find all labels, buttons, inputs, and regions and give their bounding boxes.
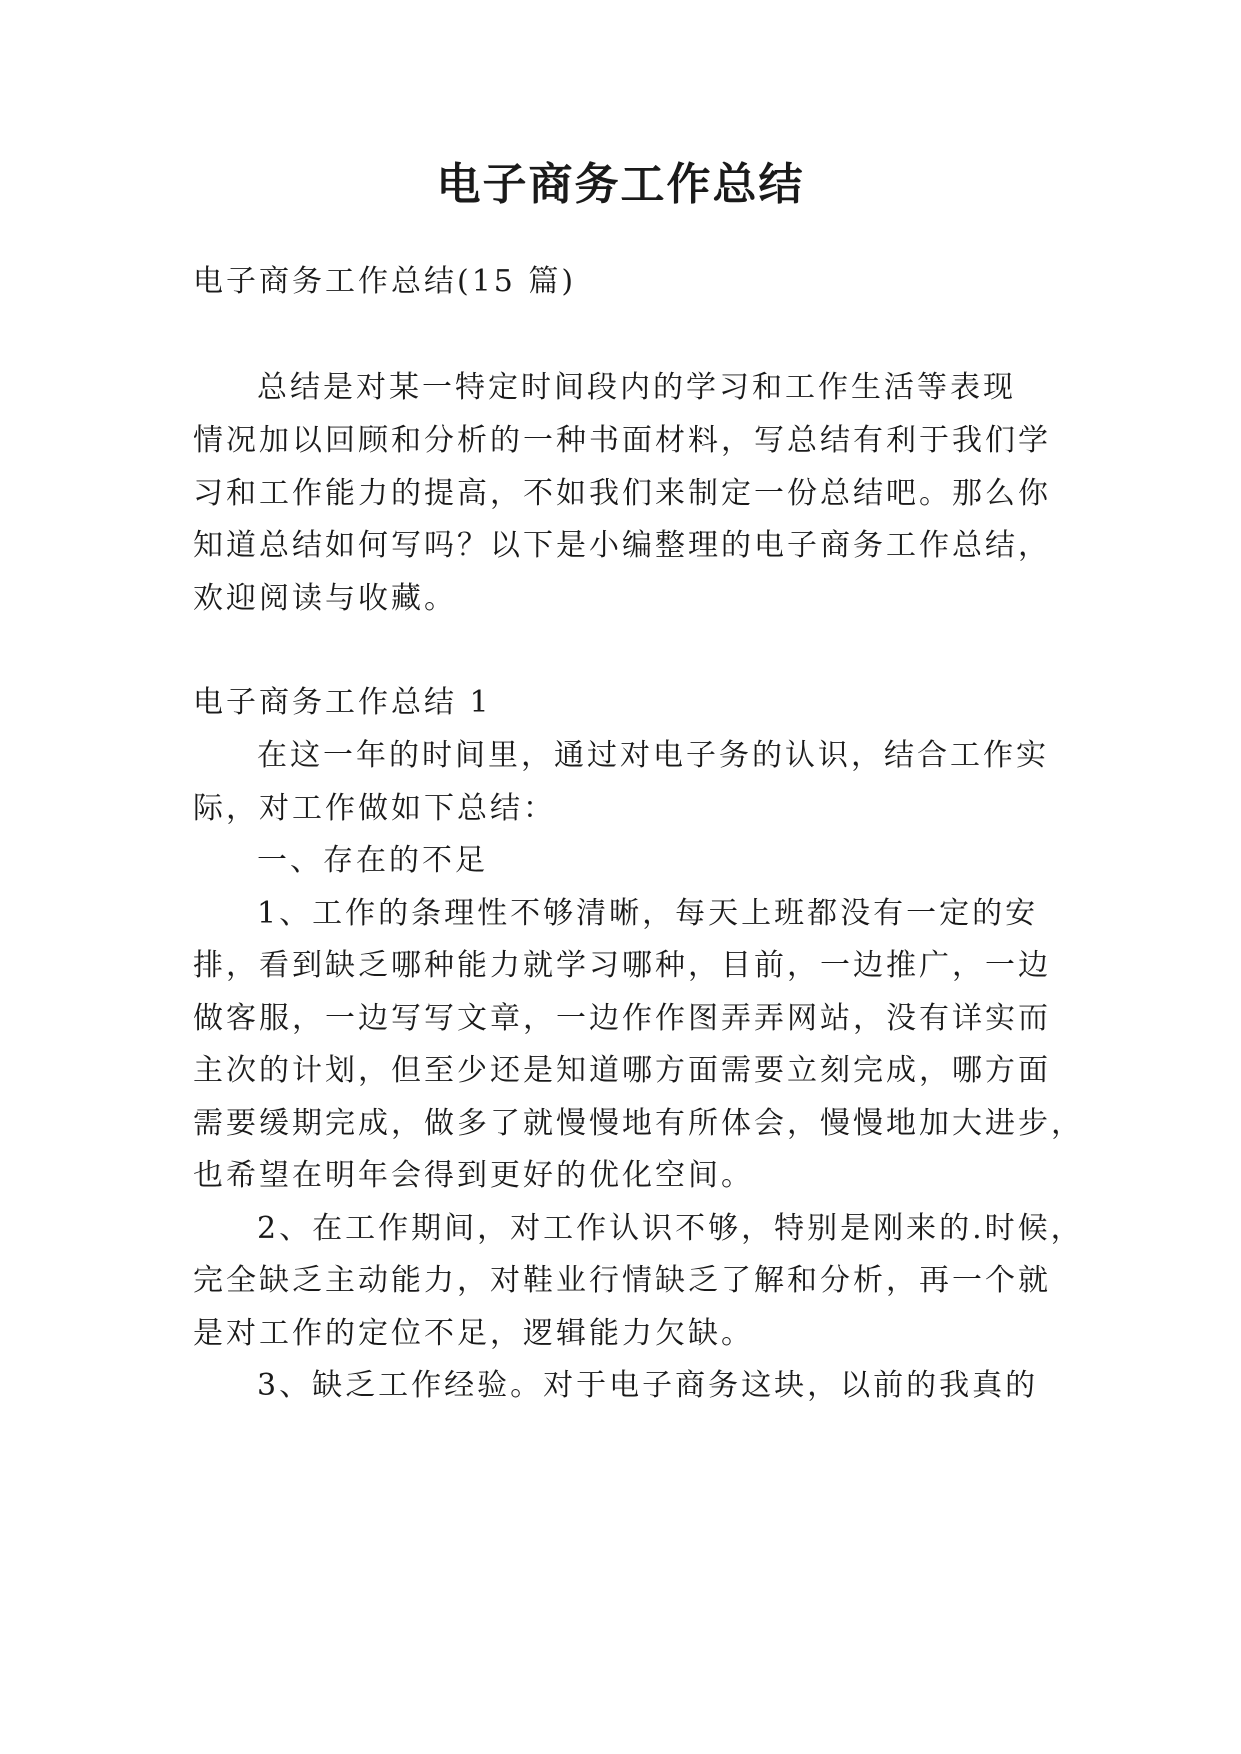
intro-line: 知道总结如何写吗？以下是小编整理的电子商务工作总结，	[193, 528, 1051, 563]
section-heading: 电子商务工作总结 1	[193, 685, 492, 720]
item-line: 1、工作的条理性不够清晰，每天上班都没有一定的安	[257, 896, 1039, 931]
paragraph-line: 际，对工作做如下总结：	[193, 791, 556, 826]
item-line: 需要缓期完成，做多了就慢慢地有所体会，慢慢地加大进步，	[193, 1106, 1084, 1141]
intro-line: 欢迎阅读与收藏。	[193, 581, 457, 616]
item-line: 排，看到缺乏哪种能力就学习哪种，目前，一边推广，一边	[193, 948, 1051, 983]
item-line: 主次的计划，但至少还是知道哪方面需要立刻完成，哪方面	[193, 1053, 1051, 1088]
subheading: 一、存在的不足	[257, 843, 488, 878]
item-line: 也希望在明年会得到更好的优化空间。	[193, 1158, 754, 1193]
item-line: 3、缺乏工作经验。对于电子商务这块，以前的我真的	[257, 1368, 1039, 1403]
item-line: 2、在工作期间，对工作认识不够，特别是刚来的.时候，	[257, 1211, 1084, 1246]
document-subtitle: 电子商务工作总结(15 篇)	[193, 264, 577, 299]
document-title: 电子商务工作总结	[436, 159, 805, 210]
item-line: 做客服，一边写写文章，一边作作图弄弄网站，没有详实而	[193, 1001, 1051, 1036]
intro-line: 习和工作能力的提高，不如我们来制定一份总结吧。那么你	[193, 476, 1051, 511]
paragraph-line: 在这一年的时间里，通过对电子务的认识，结合工作实	[257, 738, 1049, 773]
intro-line: 总结是对某一特定时间段内的学习和工作生活等表现	[257, 370, 1016, 405]
item-line: 完全缺乏主动能力，对鞋业行情缺乏了解和分析，再一个就	[193, 1263, 1051, 1298]
intro-line: 情况加以回顾和分析的一种书面材料，写总结有利于我们学	[193, 423, 1051, 458]
item-line: 是对工作的定位不足，逻辑能力欠缺。	[193, 1316, 754, 1351]
